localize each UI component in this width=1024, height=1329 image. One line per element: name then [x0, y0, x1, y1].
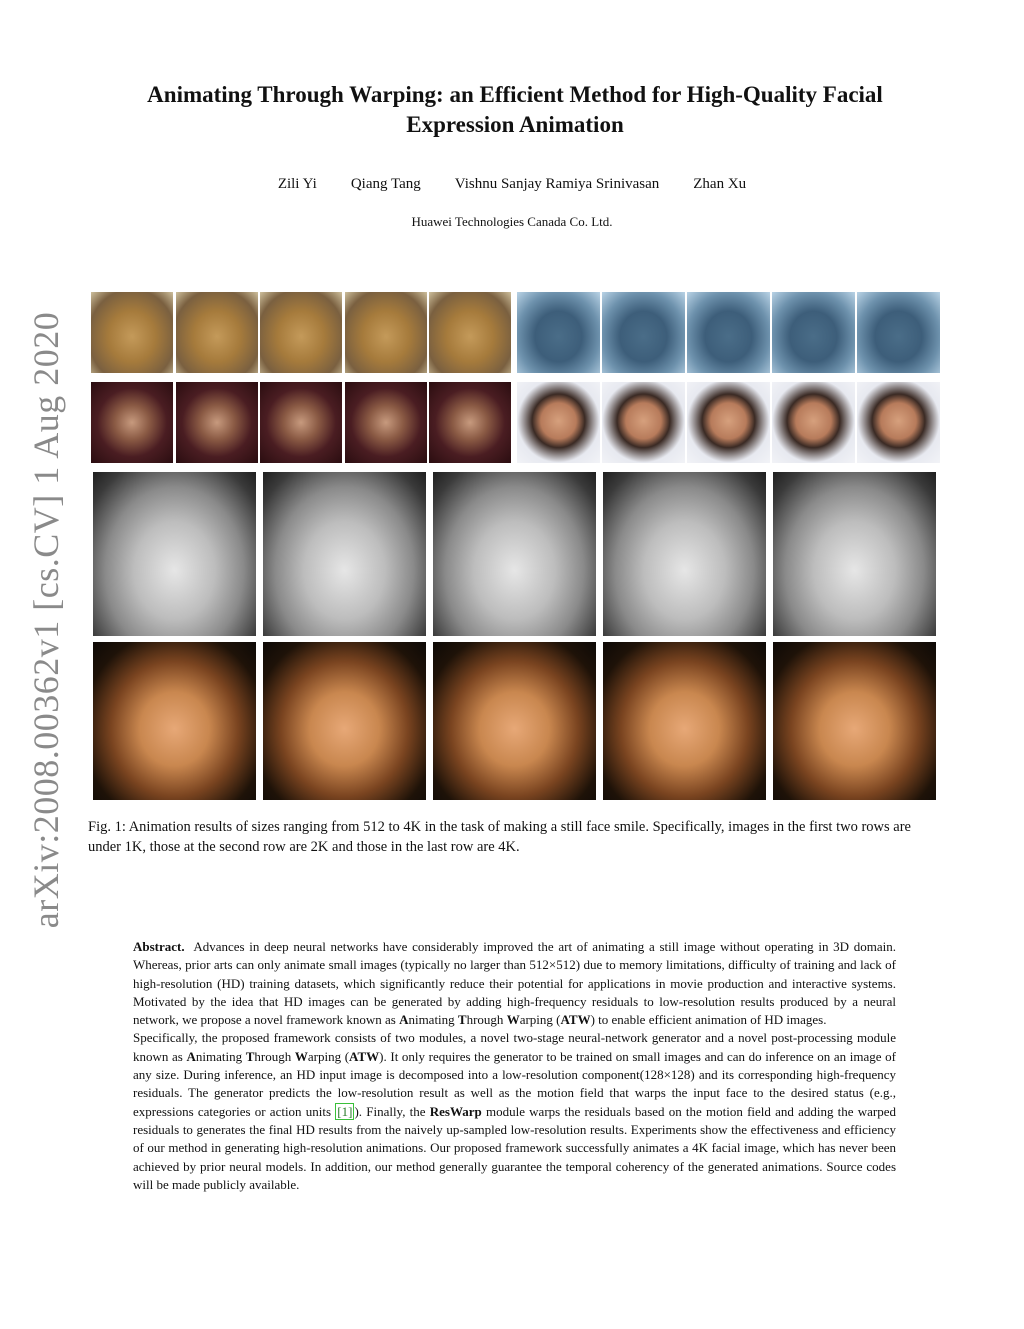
figure-image-lion — [260, 292, 342, 373]
abstract-text: ) to enable efficient animation of HD images. — [590, 1012, 827, 1028]
arxiv-sidebar — [20, 290, 72, 950]
figure-image-white-walker — [687, 292, 770, 373]
abstract-paragraph-2 — [133, 1029, 896, 1194]
arxiv-id: arXiv:2008.00362v1 [cs.CV] 1 Aug 2020 — [26, 311, 66, 929]
abstract-text: Specifically, the proposed framework consists of two modules, a novel two-stage neural-network generator and a novel post-processing module known as — [133, 1030, 896, 1064]
citation-link[interactable]: [1] — [337, 1103, 353, 1119]
author-name: Zhan Xu — [693, 176, 747, 192]
affiliation: Huawei Technologies Canada Co. Ltd. — [411, 214, 613, 229]
figure-image-girl — [603, 472, 766, 636]
abstract-text: hrough — [254, 1048, 295, 1064]
figure-image-lion — [176, 292, 258, 373]
figure-image-portrait — [91, 382, 173, 463]
abstract-text: arping ( — [307, 1048, 350, 1064]
figure-image-portrait — [345, 382, 427, 463]
figure-1 — [91, 292, 941, 802]
figure-image-actor — [772, 382, 855, 463]
figure-image-girl — [433, 472, 596, 636]
figure-image-portrait — [260, 382, 342, 463]
figure-image-white-walker — [517, 292, 600, 373]
abstract-text: ResWarp — [429, 1103, 482, 1119]
abstract-text: ). It only requires the generator to be trained on small images and can do inference on an image of any size. During inference, an HD input image is decomposed into a low-resolution component(128×128) and its corresponding high-frequency residuals. The generator predicts the low-resolution result as well as the motion field that warps the input face to the desired status (e.g., expressions categories or action units — [133, 1048, 897, 1119]
figure-image-actor — [687, 382, 770, 463]
abstract-text: nimating — [195, 1048, 246, 1064]
figure-image-actor — [517, 382, 600, 463]
figure-image-girl — [773, 472, 936, 636]
figure-caption: Fig. 1: Animation results of sizes ranging from 512 to 4K in the task of making a still face smile. Specifically, images in the first two rows are under 1K, those at the second row are 2K and those in the last row are 4K. — [88, 819, 911, 855]
figure-image-woman — [603, 642, 766, 800]
abstract-text: T — [245, 1048, 255, 1064]
figure-image-girl — [263, 472, 426, 636]
figure-image-lion — [345, 292, 427, 373]
figure-image-woman — [433, 642, 596, 800]
abstract-text: A — [186, 1048, 196, 1064]
author-list — [0, 176, 1024, 193]
abstract-text: arping ( — [519, 1012, 561, 1028]
figure-image-lion — [91, 292, 173, 373]
abstract-text: W — [294, 1048, 308, 1064]
figure-image-white-walker — [772, 292, 855, 373]
abstract-text: ). Finally, the — [354, 1103, 430, 1119]
abstract-text: ATW — [349, 1048, 380, 1064]
abstract — [133, 938, 896, 1194]
abstract-text: module warps the residuals based on the motion field and adding the warped residuals to generates the final HD results from the naively up-sampled low-resolution results. Experiments show the effectiveness and efficiency of our method in generating high-resolution animations. Our proposed framework successfully animates a 4K facial image, which has never been achieved by prior neural models. In addition, our method generally guarantee the temporal coherency of the generated animations. Source codes will be made publicly available. — [133, 1103, 896, 1192]
figure-image-girl — [93, 472, 256, 636]
author-name: Qiang Tang — [350, 176, 421, 192]
figure-image-portrait — [429, 382, 511, 463]
paper-title: Animating Through Warping: an Efficient Method for High-Quality Facial Expression Animation — [147, 82, 883, 137]
figure-image-white-walker — [602, 292, 685, 373]
author-name: Vishnu Sanjay Ramiya Srinivasan — [454, 176, 660, 192]
abstract-text: ATW — [560, 1012, 591, 1028]
figure-image-actor — [602, 382, 685, 463]
abstract-text: nimating — [408, 1012, 458, 1028]
figure-image-white-walker — [857, 292, 940, 373]
abstract-paragraph-1 — [133, 938, 896, 1029]
abstract-text: W — [506, 1012, 520, 1028]
author-name: Zili Yi — [277, 176, 317, 192]
figure-image-portrait — [176, 382, 258, 463]
abstract-text: hrough — [466, 1012, 507, 1028]
figure-image-woman — [93, 642, 256, 800]
figure-image-woman — [773, 642, 936, 800]
abstract-text: T — [457, 1012, 467, 1028]
figure-image-woman — [263, 642, 426, 800]
abstract-text: Advances in deep neural networks have considerably improved the art of animating a still image without operating in 3D domain. Whereas, prior arts can only animate small images (typically no larger than 512×512) due to memory limitations, difficulty of training and lack of high-resolution (HD) training datasets, which significantly reduce their potential for applications in movie production and interactive systems. Motivated by the idea that HD images can be generated by adding high-frequency residuals to low-resolution results produced by a neural network, we propose a novel framework known as — [133, 939, 896, 1028]
figure-image-actor — [857, 382, 940, 463]
abstract-text: A — [399, 1012, 409, 1028]
figure-image-lion — [429, 292, 511, 373]
abstract-label: Abstract. — [133, 939, 185, 954]
